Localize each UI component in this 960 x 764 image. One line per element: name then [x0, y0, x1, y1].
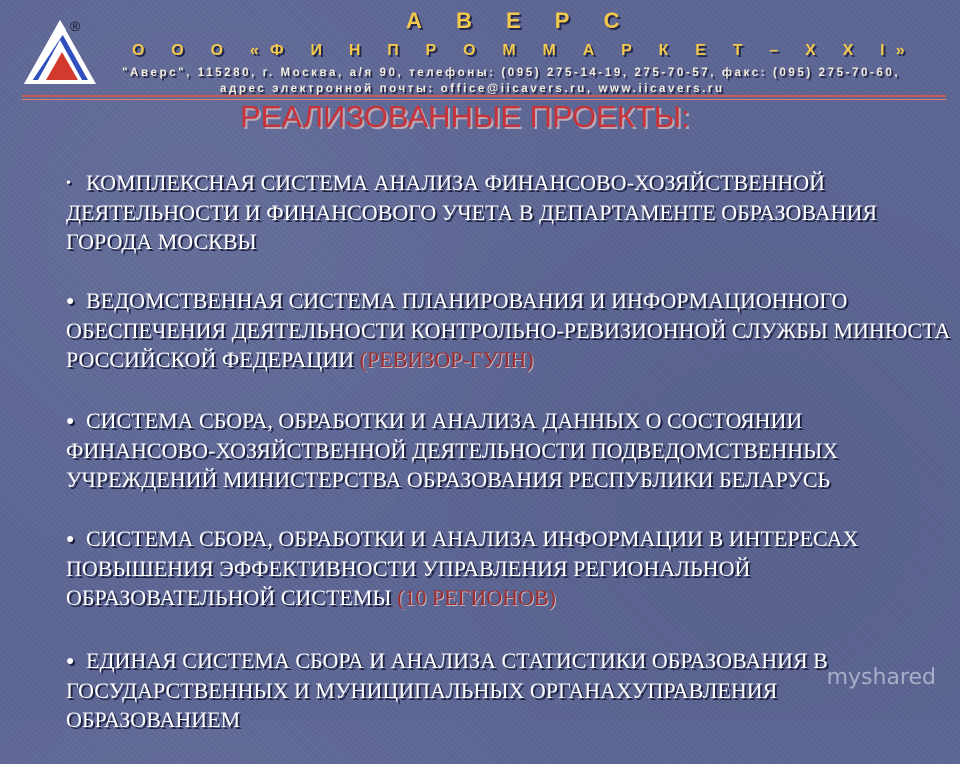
bullet-icon: • — [66, 176, 71, 191]
project-note: (10 РЕГИОНОВ) — [397, 585, 556, 610]
avers-logo-icon — [22, 18, 98, 88]
bullet-icon: ● — [66, 294, 75, 309]
watermark: myshared — [826, 665, 936, 690]
header-title: А В Е Р С — [406, 8, 634, 33]
page-title: РЕАЛИЗОВАННЫЕ ПРОЕКТЫ: — [240, 99, 690, 134]
registered-icon: ® — [70, 18, 81, 34]
project-text: ВЕДОМСТВЕННАЯ СИСТЕМА ПЛАНИРОВАНИЯ И ИНФОРМАЦИОННОГО ОБЕСПЕЧЕНИЯ ДЕЯТЕЛЬНОСТИ КОНТРОЛЬНО-РЕВИЗИОННОЙ СЛУЖБЫ МИНЮСТА РОССИЙСКОЙ ФЕДЕРАЦИИ — [66, 288, 951, 372]
project-text: ЕДИНАЯ СИСТЕМА СБОРА И АНАЛИЗА СТАТИСТИКИ ОБРАЗОВАНИЯ В ГОСУДАРСТВЕННЫХ И МУНИЦИПАЛЬНЫХ ОРГАНАХУПРАВЛЕНИЯ ОБРАЗОВАНИЕМ — [66, 648, 828, 732]
bullet-icon: ● — [66, 532, 75, 547]
project-item — [66, 168, 956, 256]
header-contacts: "Аверс", 115280, г. Москва, а/я 90, телефоны: (095) 275-14-19, 275-70-57, факс: (095) 275-70-60, — [122, 67, 901, 79]
project-text: СИСТЕМА СБОРА, ОБРАБОТКИ И АНАЛИЗА ДАННЫХ О СОСТОЯНИИ ФИНАНСОВО-ХОЗЯЙСТВЕННОЙ ДЕЯТЕЛЬНОСТИ ПОДВЕДОМСТВЕННЫХ УЧРЕЖДЕНИЙ МИНИСТЕРСТВА ОБРАЗОВАНИЯ РЕСПУБЛИКИ БЕЛАРУСЬ — [66, 408, 839, 492]
header-email: адрес электронной почты: office@iicavers.ru, www.iicavers.ru — [220, 83, 725, 95]
project-note: (РЕВИЗОР-ГУЛН) — [359, 347, 534, 372]
project-item — [66, 406, 956, 494]
project-text: КОМПЛЕКСНАЯ СИСТЕМА АНАЛИЗА ФИНАНСОВО-ХОЗЯЙСТВЕННОЙ ДЕЯТЕЛЬНОСТИ И ФИНАНСОВОГО УЧЕТА В ДЕПАРТАМЕНТЕ ОБРАЗОВАНИЯ ГОРОДА МОСКВЫ — [66, 170, 878, 254]
project-text: СИСТЕМА СБОРА, ОБРАБОТКИ И АНАЛИЗА ИНФОРМАЦИИ В ИНТЕРЕСАХ ПОВЫШЕНИЯ ЭФФЕКТИВНОСТИ УПРАВЛЕНИЯ РЕГИОНАЛЬНОЙ ОБРАЗОВАТЕЛЬНОЙ СИСТЕМЫ — [66, 526, 859, 610]
projects-list — [66, 168, 956, 764]
project-item — [66, 524, 956, 612]
header-divider — [22, 95, 946, 97]
header-company: О О О «Ф И Н П Р О М М А Р К Е Т – X X I» — [132, 42, 916, 59]
bullet-icon: ● — [66, 414, 75, 429]
bullet-icon: ● — [66, 654, 75, 669]
project-item — [66, 646, 956, 734]
project-item — [66, 286, 956, 374]
